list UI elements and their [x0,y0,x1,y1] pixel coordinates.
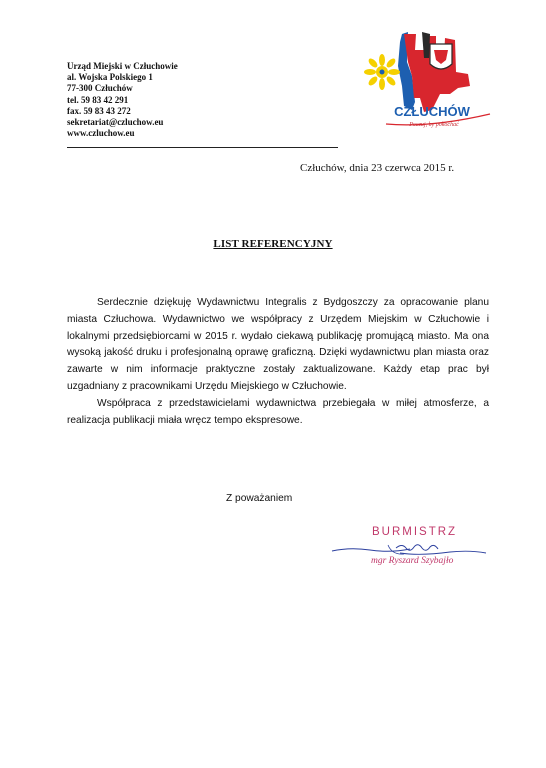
sender-fax: fax. 59 83 43 272 [67,105,131,116]
logo-tagline: Poczuj, by pokochać [409,122,459,128]
sender-street: al. Wojska Polskiego 1 [67,72,153,83]
sender-office: Urząd Miejski w Człuchowie [67,61,178,71]
closing-salutation: Z poważaniem [226,493,293,504]
sender-postal: 77-300 Człuchów [67,83,133,94]
header-divider [67,147,338,148]
stamp-name: mgr Ryszard Szybajło [371,556,454,566]
letter-title: LIST REFERENCYJNY [213,238,333,250]
logo-wordmark: CZŁUCHÓW [394,104,470,119]
stamp-title: BURMISTRZ [372,526,458,538]
sender-phone: tel. 59 83 42 291 [67,94,129,105]
letter-body [67,295,489,429]
letter-date: Człuchów, dnia 23 czerwca 2015 r. [300,162,455,174]
sender-website: www.czluchow.eu [67,128,135,139]
city-logo [360,28,500,136]
sender-email: sekretariat@czluchow.eu [67,117,164,128]
body-paragraph-1: Serdecznie dziękuję Wydawnictwu Integralis z Bydgoszczy za opracowanie planu miasta Człuchowa. Wydawnictwo we współpracy z Urzędem Miejskim w Człuchowie i lokalnymi przedsiębiorcami w 2015 r. wydało ciekawą publikację promującą miasto. Ma ona wysoką jakość druku i profesjonalną oprawę graficzną. Dzięki wydawnictwu plan miasta oraz zawarte w nim informacje praktyczne zostały zaktualizowane. Każdy etap prac był uzgadniany z pracownikami Urzędu Miejskiego w Człuchowie. [67,297,489,392]
body-paragraph-2: Współpraca z przedstawicielami wydawnictwa przebiegała w miłej atmosferze, a realizacja publikacji miała wręcz tempo ekspresowe. [67,397,489,426]
sender-address [67,61,178,139]
